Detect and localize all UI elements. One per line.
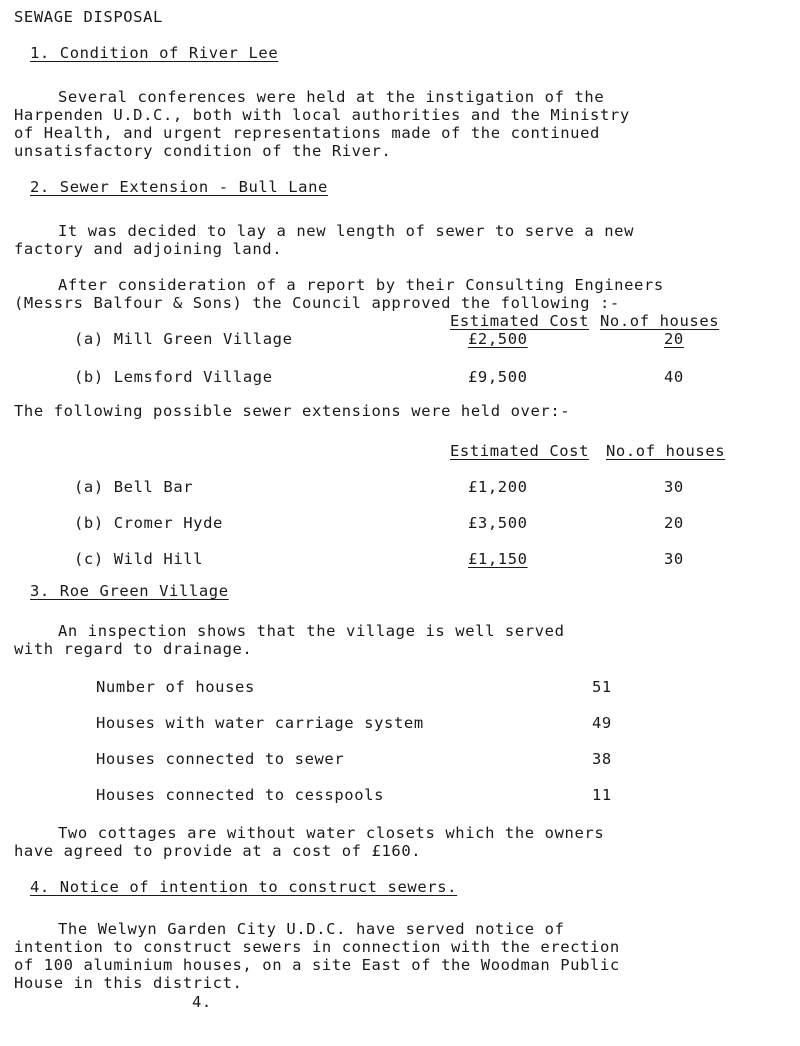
table-1-row-cost: £2,500 [468, 330, 528, 348]
table-2-header-cost: Estimated Cost [450, 442, 590, 460]
section-2-heading: 2. Sewer Extension - Bull Lane [30, 178, 328, 196]
table-2-row-cost: £3,500 [468, 514, 528, 532]
table-1-row-label: (b) Lemsford Village [74, 368, 273, 386]
section-3-heading: 3. Roe Green Village [30, 582, 229, 600]
section-1-para-line: Several conferences were held at the instigation of the [58, 88, 605, 106]
section-3-para-line: An inspection shows that the village is well served [58, 622, 565, 640]
stat-value: 38 [592, 750, 612, 768]
table-1-row-cost: £9,500 [468, 368, 528, 386]
table-2-row-label: (b) Cromer Hyde [74, 514, 223, 532]
table-1-header-cost: Estimated Cost [450, 312, 590, 330]
table-1-header-houses: No.of houses [600, 312, 720, 330]
section-2-para-line: After consideration of a report by their Consulting Engineers [58, 276, 664, 294]
table-2-row-houses: 30 [664, 478, 684, 496]
page-title: SEWAGE DISPOSAL [14, 8, 163, 26]
section-3-para-line: Two cottages are without water closets which the owners [58, 824, 605, 842]
table-2-header-houses: No.of houses [606, 442, 726, 460]
stat-label: Houses with water carriage system [96, 714, 424, 732]
page-number: 4. [192, 993, 212, 1011]
section-4-heading: 4. Notice of intention to construct sewers. [30, 878, 458, 896]
stat-value: 49 [592, 714, 612, 732]
section-4-para-line: of 100 aluminium houses, on a site East of the Woodman Public [14, 956, 620, 974]
section-1-heading: 1. Condition of River Lee [30, 44, 279, 62]
table-2-row-label: (a) Bell Bar [74, 478, 194, 496]
section-3-para-line: with regard to drainage. [14, 640, 253, 658]
stat-label: Houses connected to sewer [96, 750, 345, 768]
section-1-para-line: unsatisfactory condition of the River. [14, 142, 392, 160]
table-1-row-label: (a) Mill Green Village [74, 330, 293, 348]
table-2-row-cost: £1,150 [468, 550, 528, 568]
section-2-para-line: (Messrs Balfour & Sons) the Council approved the following :- [14, 294, 620, 312]
section-1-para-line: Harpenden U.D.C., both with local authorities and the Ministry [14, 106, 630, 124]
section-4-para-line: The Welwyn Garden City U.D.C. have served notice of [58, 920, 565, 938]
section-4-para-line: intention to construct sewers in connection with the erection [14, 938, 620, 956]
stat-value: 11 [592, 786, 612, 804]
section-1-para-line: of Health, and urgent representations made of the continued [14, 124, 600, 142]
stat-value: 51 [592, 678, 612, 696]
section-2-para-line: factory and adjoining land. [14, 240, 283, 258]
table-2-row-houses: 30 [664, 550, 684, 568]
table-2-row-houses: 20 [664, 514, 684, 532]
table-1-row-houses: 40 [664, 368, 684, 386]
section-4-para-line: House in this district. [14, 974, 243, 992]
table-2-row-cost: £1,200 [468, 478, 528, 496]
section-2-para-line: The following possible sewer extensions were held over:- [14, 402, 571, 420]
section-3-para-line: have agreed to provide at a cost of £160. [14, 842, 422, 860]
table-2-row-label: (c) Wild Hill [74, 550, 204, 568]
stat-label: Number of houses [96, 678, 255, 696]
stat-label: Houses connected to cesspools [96, 786, 385, 804]
section-2-para-line: It was decided to lay a new length of sewer to serve a new [58, 222, 635, 240]
table-1-row-houses: 20 [664, 330, 684, 348]
